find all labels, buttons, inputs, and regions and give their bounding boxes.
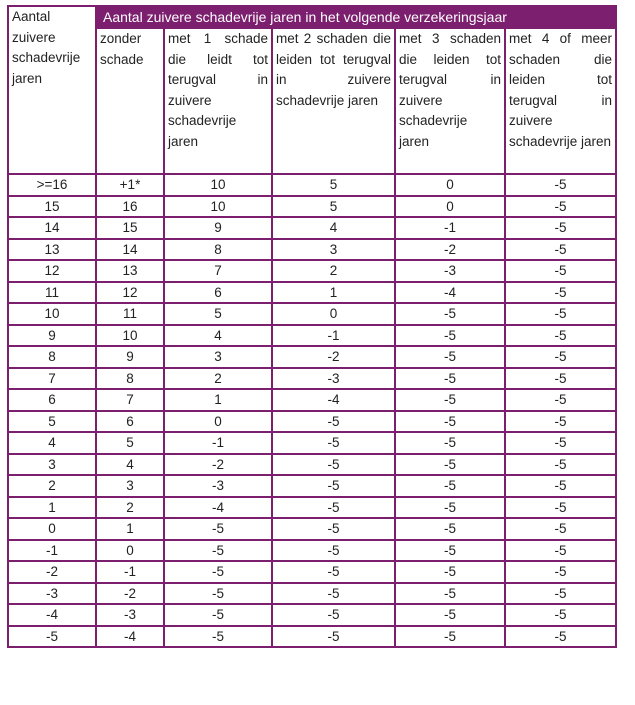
table-row	[8, 303, 616, 325]
table-cell: -5	[505, 239, 616, 261]
table-cell: -5	[505, 325, 616, 347]
table-cell: -5	[505, 196, 616, 218]
table-cell: -5	[272, 475, 395, 497]
table-cell: -5	[395, 583, 505, 605]
table-cell: -3	[272, 368, 395, 390]
table-cell: -5	[272, 604, 395, 626]
row-header-cell: 0	[8, 518, 96, 540]
table-cell: -4	[96, 626, 164, 648]
column-header-4: met 4 of meer schaden die leiden tot terugval in zuivere schadevrije jaren	[505, 28, 616, 174]
table-cell: -5	[164, 626, 272, 648]
table-cell: -5	[395, 325, 505, 347]
table-cell: 9	[96, 346, 164, 368]
row-header-cell: 6	[8, 389, 96, 411]
table-cell: 9	[164, 217, 272, 239]
table-row	[8, 260, 616, 282]
table-cell: -5	[505, 217, 616, 239]
row-header-cell: 11	[8, 282, 96, 304]
table-cell: 1	[96, 518, 164, 540]
table-row	[8, 282, 616, 304]
table-row	[8, 368, 616, 390]
row-header-cell: 15	[8, 196, 96, 218]
column-header-0: zonder schade	[96, 28, 164, 174]
table-row	[8, 626, 616, 648]
table-row	[8, 561, 616, 583]
table-cell: -3	[96, 604, 164, 626]
table-cell: -1	[395, 217, 505, 239]
table-cell: -5	[164, 583, 272, 605]
table-cell: -5	[164, 561, 272, 583]
table-cell: -5	[395, 411, 505, 433]
table-cell: -5	[505, 454, 616, 476]
table-cell: 7	[96, 389, 164, 411]
table-cell: 8	[96, 368, 164, 390]
table-cell: 4	[164, 325, 272, 347]
table-cell: -5	[505, 432, 616, 454]
table-cell: -1	[96, 561, 164, 583]
table-cell: -5	[395, 454, 505, 476]
table-cell: -5	[505, 303, 616, 325]
row-header-cell: 3	[8, 454, 96, 476]
table-cell: -5	[505, 260, 616, 282]
table-cell: -5	[505, 540, 616, 562]
table-row	[8, 475, 616, 497]
table-cell: -5	[505, 497, 616, 519]
table-cell: 6	[96, 411, 164, 433]
table-cell: 0	[272, 303, 395, 325]
table-cell: -5	[505, 411, 616, 433]
table-cell: 3	[164, 346, 272, 368]
table-cell: -5	[395, 432, 505, 454]
table-cell: -5	[395, 346, 505, 368]
table-cell: 0	[395, 174, 505, 196]
table-cell: 10	[96, 325, 164, 347]
column-header-2: met 2 schaden die leiden tot terugval in zuivere schadevrije jaren	[272, 28, 395, 174]
table-cell: -5	[505, 174, 616, 196]
table-cell: 12	[96, 282, 164, 304]
row-header-cell: 8	[8, 346, 96, 368]
table-row	[8, 389, 616, 411]
table-row	[8, 604, 616, 626]
table-cell: 2	[272, 260, 395, 282]
row-header-cell: -5	[8, 626, 96, 648]
table-body	[8, 174, 616, 647]
table-cell: -3	[164, 475, 272, 497]
banner-header: Aantal zuivere schadevrije jaren in het volgende verzekeringsjaar	[96, 6, 616, 28]
table-cell: -5	[395, 540, 505, 562]
table-cell: +1*	[96, 174, 164, 196]
table-cell: 5	[272, 174, 395, 196]
table-cell: 3	[96, 475, 164, 497]
table-cell: -5	[164, 518, 272, 540]
table-cell: -5	[505, 475, 616, 497]
table-cell: 7	[164, 260, 272, 282]
table-cell: 5	[164, 303, 272, 325]
column-header-1: met 1 schade die leidt tot terugval in zuivere schadevrije jaren	[164, 28, 272, 174]
table-row	[8, 411, 616, 433]
table-cell: -5	[272, 518, 395, 540]
table-cell: -5	[395, 626, 505, 648]
table-row	[8, 325, 616, 347]
table-cell: -3	[395, 260, 505, 282]
table-cell: 10	[164, 196, 272, 218]
table-cell: -4	[272, 389, 395, 411]
row-header-cell: 10	[8, 303, 96, 325]
table-cell: 16	[96, 196, 164, 218]
table-cell: 5	[272, 196, 395, 218]
table-cell: 10	[164, 174, 272, 196]
table-cell: 4	[96, 454, 164, 476]
table-cell: 13	[96, 260, 164, 282]
table-row	[8, 454, 616, 476]
row-header-cell: 12	[8, 260, 96, 282]
table-cell: -1	[272, 325, 395, 347]
table-cell: 4	[272, 217, 395, 239]
table-cell: -1	[164, 432, 272, 454]
table-cell: -5	[505, 561, 616, 583]
table-cell: -5	[505, 604, 616, 626]
table-cell: 6	[164, 282, 272, 304]
table-cell: -5	[395, 475, 505, 497]
table-cell: 0	[395, 196, 505, 218]
table-cell: -5	[272, 497, 395, 519]
table-cell: -5	[272, 583, 395, 605]
table-cell: 2	[164, 368, 272, 390]
table-cell: 0	[96, 540, 164, 562]
column-header-3: met 3 schaden die leiden tot terugval in zuivere schadevrije jaren	[395, 28, 505, 174]
row-header-cell: -1	[8, 540, 96, 562]
table-cell: 2	[96, 497, 164, 519]
table-cell: -5	[164, 540, 272, 562]
table-row	[8, 196, 616, 218]
table-cell: -5	[395, 389, 505, 411]
table-cell: -5	[505, 389, 616, 411]
table-cell: 14	[96, 239, 164, 261]
table-cell: -5	[272, 432, 395, 454]
table-cell: 3	[272, 239, 395, 261]
table-cell: 0	[164, 411, 272, 433]
table-cell: -5	[505, 346, 616, 368]
table-cell: -4	[395, 282, 505, 304]
table-row	[8, 518, 616, 540]
table-cell: -5	[272, 540, 395, 562]
table-row	[8, 497, 616, 519]
table-cell: -5	[505, 626, 616, 648]
table-row	[8, 346, 616, 368]
table-cell: -5	[164, 604, 272, 626]
table-row	[8, 174, 616, 196]
row-header-cell: 2	[8, 475, 96, 497]
table-cell: -5	[395, 518, 505, 540]
table-cell: -2	[164, 454, 272, 476]
row-header-cell: 4	[8, 432, 96, 454]
table-cell: -5	[395, 561, 505, 583]
row-header-cell: >=16	[8, 174, 96, 196]
table-cell: -5	[505, 583, 616, 605]
table-cell: 5	[96, 432, 164, 454]
table-row	[8, 432, 616, 454]
table-cell: -2	[395, 239, 505, 261]
row-header-cell: 14	[8, 217, 96, 239]
table-cell: -5	[272, 561, 395, 583]
schadevrije-jaren-table	[7, 5, 617, 648]
table-row	[8, 540, 616, 562]
table-cell: -5	[395, 368, 505, 390]
table-cell: 15	[96, 217, 164, 239]
table-row	[8, 217, 616, 239]
table-cell: 8	[164, 239, 272, 261]
row-header-cell: -4	[8, 604, 96, 626]
table-cell: 1	[164, 389, 272, 411]
table-cell: -4	[164, 497, 272, 519]
table-cell: -5	[505, 282, 616, 304]
table-cell: -5	[272, 626, 395, 648]
table-cell: -5	[395, 497, 505, 519]
table-cell: -5	[395, 604, 505, 626]
table-cell: -5	[395, 303, 505, 325]
table-cell: -5	[272, 454, 395, 476]
row-header-cell: 7	[8, 368, 96, 390]
table-row	[8, 239, 616, 261]
table-row	[8, 583, 616, 605]
row-header-cell: -3	[8, 583, 96, 605]
table-cell: 11	[96, 303, 164, 325]
table-cell: 1	[272, 282, 395, 304]
row-header-cell: 5	[8, 411, 96, 433]
row-header-cell: -2	[8, 561, 96, 583]
corner-header: Aantal zuivere schadevrije jaren	[8, 6, 96, 174]
table-cell: -5	[505, 368, 616, 390]
row-header-cell: 13	[8, 239, 96, 261]
table-cell: -2	[272, 346, 395, 368]
row-header-cell: 1	[8, 497, 96, 519]
table-cell: -5	[505, 518, 616, 540]
table-cell: -5	[272, 411, 395, 433]
row-header-cell: 9	[8, 325, 96, 347]
table-cell: -2	[96, 583, 164, 605]
